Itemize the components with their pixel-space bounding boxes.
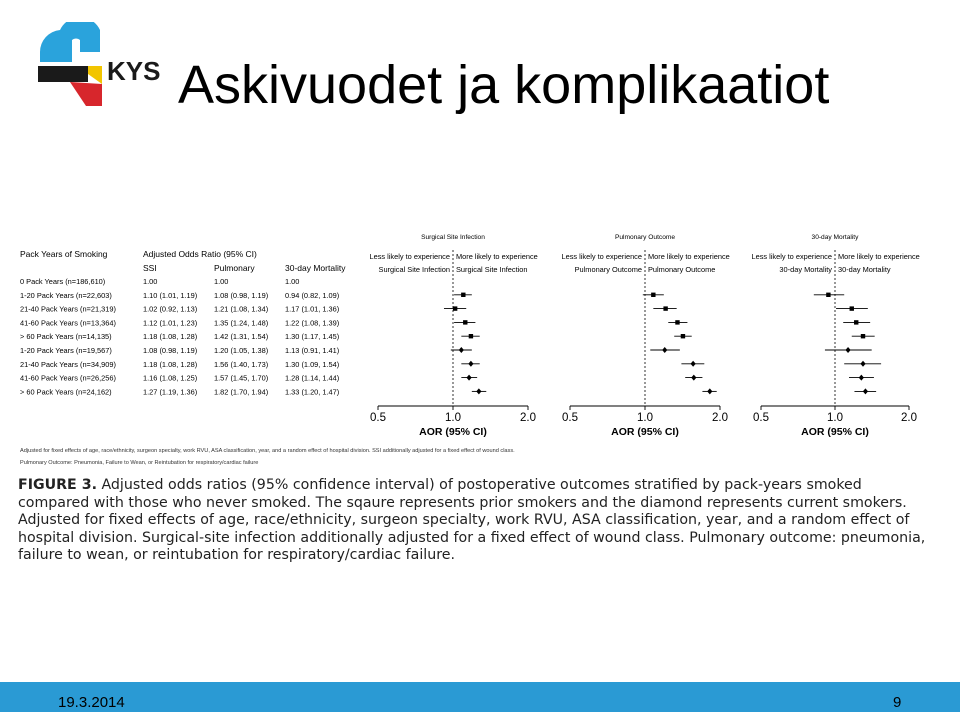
footer-date: 19.3.2014 bbox=[58, 694, 125, 711]
x-tick-label: 2.0 bbox=[901, 412, 917, 424]
figure-note-2: Pulmonary Outcome: Pneumonia, Failure to Wean, or Reintubation for respiratory/cardiac failure bbox=[20, 460, 259, 466]
panel-left-header: Less likely to experience bbox=[751, 252, 832, 261]
x-tick-label: 1.0 bbox=[827, 412, 843, 424]
panel-title: Pulmonary Outcome bbox=[614, 234, 676, 241]
panel-left-header: Surgical Site Infection bbox=[378, 265, 450, 274]
table-cell-ssi: 1.08 (0.98, 1.19) bbox=[143, 346, 198, 355]
figure-note-1: Adjusted for fixed effects of age, race/ethnicity, surgeon specialty, work RVU, ASA classification, year, and a random effect of hospital division. SSI additionally adjusted for a fixed effect of wound class. bbox=[20, 448, 515, 454]
table-cell-pulm: 1.56 (1.40, 1.73) bbox=[214, 359, 269, 369]
point-square bbox=[469, 334, 473, 338]
table-cell-label: > 60 Pack Years (n=24,162) bbox=[20, 387, 112, 397]
x-tick-label: 0.5 bbox=[370, 412, 386, 424]
point-square bbox=[681, 334, 685, 338]
panel-title: 30-day Mortality bbox=[811, 234, 859, 241]
table-cell-pulm: 1.35 (1.24, 1.48) bbox=[214, 318, 269, 328]
x-axis-label: AOR (95% CI) bbox=[801, 426, 869, 438]
table-cell-mort: 1.30 (1.09, 1.54) bbox=[285, 359, 340, 369]
table-cell-pulm: 1.21 (1.08, 1.34) bbox=[214, 304, 269, 314]
x-axis-label: AOR (95% CI) bbox=[611, 426, 679, 438]
table-cell-label: 0 Pack Years (n=186,610) bbox=[20, 277, 106, 286]
table-cell-mort: 1.22 (1.08, 1.39) bbox=[285, 318, 340, 328]
point-diamond bbox=[662, 347, 667, 353]
forest-panel-1 bbox=[369, 234, 537, 438]
table-cell-pulm: 1.42 (1.31, 1.54) bbox=[214, 332, 269, 342]
slide-title: Askivuodet ja komplikaatiot bbox=[178, 55, 830, 115]
point-square bbox=[675, 320, 679, 324]
point-square bbox=[453, 306, 457, 310]
point-square bbox=[463, 320, 467, 324]
logo-dark-bar bbox=[38, 66, 88, 82]
table-cell-label: 21-40 Pack Years (n=34,909) bbox=[20, 359, 116, 369]
point-square bbox=[651, 293, 655, 297]
table-cell-pulm: 1.00 bbox=[214, 277, 229, 286]
logo-yellow-shape bbox=[88, 66, 102, 84]
table-subheader-pulmonary: Pulmonary bbox=[214, 263, 255, 273]
panel-left-header: Less likely to experience bbox=[561, 252, 642, 261]
panel-right-header: More likely to experience bbox=[456, 252, 538, 261]
table-cell-ssi: 1.02 (0.92, 1.13) bbox=[143, 304, 198, 314]
x-tick-label: 2.0 bbox=[712, 412, 728, 424]
x-tick-label: 1.0 bbox=[445, 412, 461, 424]
point-diamond bbox=[691, 375, 696, 381]
point-square bbox=[850, 306, 854, 310]
table-cell-pulm: 1.20 (1.05, 1.38) bbox=[214, 346, 269, 355]
table-cell-mort: 1.30 (1.17, 1.45) bbox=[285, 332, 340, 342]
figure-caption bbox=[18, 477, 933, 565]
point-diamond bbox=[863, 388, 868, 394]
table-cell-pulm: 1.82 (1.70, 1.94) bbox=[214, 387, 269, 397]
logo-red-shape bbox=[70, 82, 102, 106]
forest-plot-figure bbox=[0, 220, 960, 480]
table-cell-label: 1-20 Pack Years (n=22,603) bbox=[20, 290, 112, 300]
point-diamond bbox=[459, 347, 464, 353]
point-square bbox=[861, 334, 865, 338]
forest-panel-3 bbox=[751, 234, 919, 438]
point-diamond bbox=[845, 347, 850, 353]
point-diamond bbox=[859, 375, 864, 381]
table-cell-mort: 1.33 (1.20, 1.47) bbox=[285, 387, 340, 397]
table-cell-pulm: 1.08 (0.98, 1.19) bbox=[214, 290, 269, 300]
table-cell-mort: 1.17 (1.01, 1.36) bbox=[285, 304, 340, 314]
x-axis-label: AOR (95% CI) bbox=[419, 426, 487, 438]
panel-right-header: 30-day Mortality bbox=[838, 265, 891, 274]
caption-label: FIGURE 3. bbox=[18, 477, 97, 493]
footer-bar bbox=[0, 682, 960, 712]
table-cell-label: 41-60 Pack Years (n=13,364) bbox=[20, 318, 116, 328]
point-diamond bbox=[860, 361, 865, 367]
table-cell-mort: 1.28 (1.14, 1.44) bbox=[285, 373, 340, 383]
x-tick-label: 1.0 bbox=[637, 412, 653, 424]
caption-text: Adjusted odds ratios (95% confidence interval) of postoperative outcomes stratified by pack-years smoked compared with those who never smoked. The sqaure represents prior smokers and the diamond represents current smokers. Adjusted for fixed effects of age, race/ethnicity, surgeon specialty, work RVU, ASA classification, year, and a random effect of hospital division. Surgical-site infection additionally adjusted for a fixed effect of wound class. Pulmonary outcome: pneumonia, failure to wean, or reintubation for respiratory/cardiac failure. bbox=[18, 477, 926, 563]
point-diamond bbox=[691, 361, 696, 367]
point-square bbox=[854, 320, 858, 324]
x-tick-label: 0.5 bbox=[562, 412, 578, 424]
panel-left-header: Less likely to experience bbox=[369, 252, 450, 261]
table-cell-ssi: 1.00 bbox=[143, 277, 158, 286]
table-header-pack-years: Pack Years of Smoking bbox=[20, 249, 108, 259]
table-header-aor: Adjusted Odds Ratio (95% CI) bbox=[143, 249, 257, 259]
table-cell-ssi: 1.10 (1.01, 1.19) bbox=[143, 290, 198, 300]
point-square bbox=[663, 306, 667, 310]
table-cell-ssi: 1.16 (1.08, 1.25) bbox=[143, 373, 198, 383]
table-cell-label: 21-40 Pack Years (n=21,319) bbox=[20, 304, 116, 314]
logo-blue-arc bbox=[40, 22, 100, 62]
point-square bbox=[826, 293, 830, 297]
table-subheader-mortality: 30-day Mortality bbox=[285, 263, 346, 273]
panel-title: Surgical Site Infection bbox=[421, 234, 485, 241]
kys-logo bbox=[30, 22, 165, 117]
table-cell-mort: 1.13 (0.91, 1.41) bbox=[285, 346, 340, 355]
point-diamond bbox=[707, 388, 712, 394]
forest-panel-2 bbox=[561, 234, 729, 438]
table-cell-ssi: 1.12 (1.01, 1.23) bbox=[143, 318, 198, 328]
panel-left-header: 30-day Mortality bbox=[779, 265, 832, 274]
point-square bbox=[461, 293, 465, 297]
table-cell-ssi: 1.27 (1.19, 1.36) bbox=[143, 387, 198, 397]
point-diamond bbox=[468, 361, 473, 367]
table-cell-ssi: 1.18 (1.08, 1.28) bbox=[143, 359, 198, 369]
panel-right-header: More likely to experience bbox=[838, 252, 920, 261]
x-tick-label: 2.0 bbox=[520, 412, 536, 424]
panel-left-header: Pulmonary Outcome bbox=[574, 265, 642, 274]
x-tick-label: 0.5 bbox=[753, 412, 769, 424]
table-cell-mort: 1.00 bbox=[285, 277, 300, 286]
table-rows bbox=[20, 277, 339, 396]
table-cell-pulm: 1.57 (1.45, 1.70) bbox=[214, 373, 269, 383]
point-diamond bbox=[476, 388, 481, 394]
forest-panels bbox=[369, 234, 919, 438]
logo-text: KYS bbox=[107, 56, 161, 86]
table-cell-ssi: 1.18 (1.08, 1.28) bbox=[143, 332, 198, 342]
point-diamond bbox=[466, 375, 471, 381]
table-cell-label: 41-60 Pack Years (n=26,256) bbox=[20, 373, 116, 383]
table-cell-mort: 0.94 (0.82, 1.09) bbox=[285, 290, 340, 300]
table-cell-label: > 60 Pack Years (n=14,135) bbox=[20, 332, 112, 342]
panel-right-header: Surgical Site Infection bbox=[456, 265, 528, 274]
panel-right-header: More likely to experience bbox=[648, 252, 730, 261]
table-subheader-ssi: SSI bbox=[143, 263, 157, 273]
page-number: 9 bbox=[893, 694, 902, 711]
panel-right-header: Pulmonary Outcome bbox=[648, 265, 716, 274]
table-cell-label: 1-20 Pack Years (n=19,567) bbox=[20, 346, 112, 355]
